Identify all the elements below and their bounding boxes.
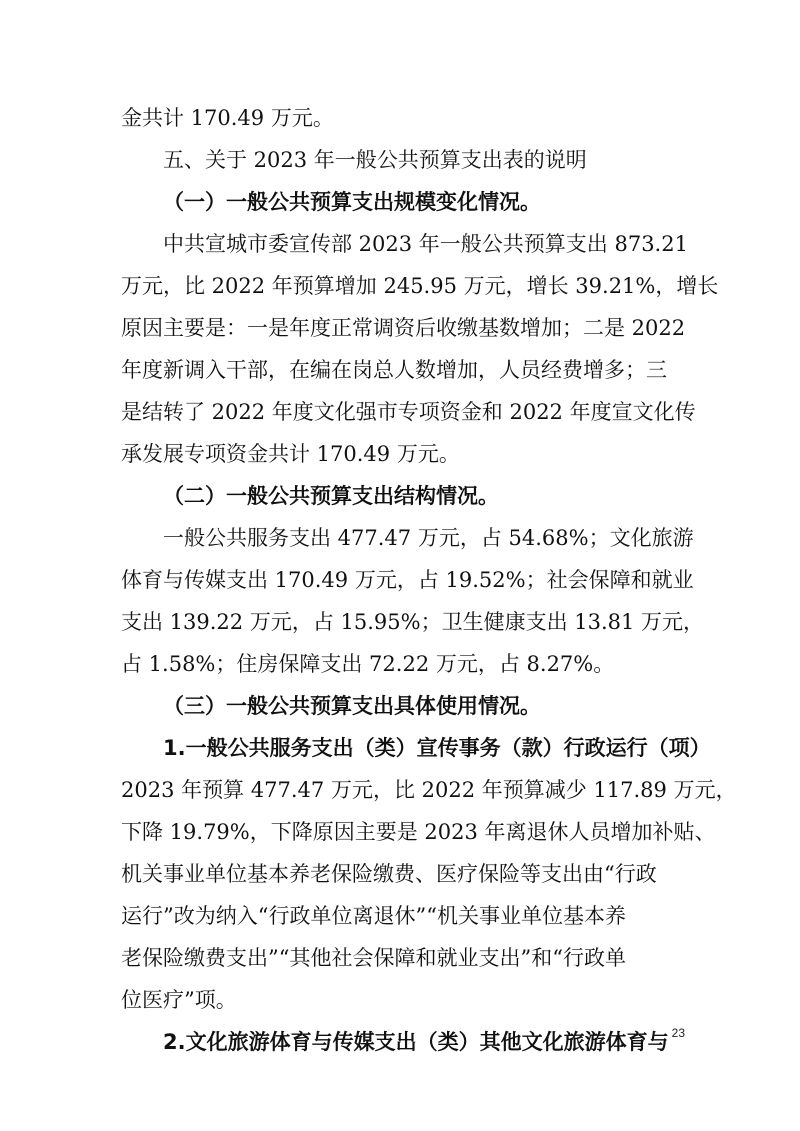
body-text-line: 体育与传媒支出 170.49 万元，占 19.52%；社会保障和就业 <box>121 568 694 592</box>
body-text-line: 承发展专项资金共计 170.49 万元。 <box>121 442 460 466</box>
body-text-line: 中共宣城市委宣传部 2023 年一般公共预算支出 873.21 <box>163 232 688 256</box>
subsection-heading: （二）一般公共预算支出结构情况。 <box>163 484 499 508</box>
body-text-line: 支出 139.22 万元，占 15.95%；卫生健康支出 13.81 万元， <box>121 610 705 634</box>
subsection-heading: （一）一般公共预算支出规模变化情况。 <box>163 190 541 214</box>
item-heading: 2.文化旅游体育与传媒支出（类）其他文化旅游体育与 <box>163 1030 669 1054</box>
body-text-line: 原因主要是：一是年度正常调资后收缴基数增加；二是 2022 <box>121 316 686 340</box>
body-text-line: 年度新调入干部，在编在岗总人数增加，人员经费增多；三 <box>121 358 667 382</box>
body-text-line: 2023 年预算 477.47 万元，比 2022 年预算减少 117.89 万元， <box>121 778 737 802</box>
item-heading: 1.一般公共服务支出（类）宣传事务（款）行政运行（项） <box>163 736 711 760</box>
body-text-line: 万元，比 2022 年预算增加 245.95 万元，增长 39.21%，增长 <box>121 274 719 298</box>
body-text-line: 金共计 170.49 万元。 <box>121 106 334 130</box>
body-text-line: 占 1.58%；住房保障支出 72.22 万元，占 8.27%。 <box>121 652 615 676</box>
body-text-line: 位医疗”项。 <box>121 988 237 1012</box>
body-text-line: 机关事业单位基本养老保险缴费、医疗保险等支出由“行政 <box>121 862 657 886</box>
body-text-line: 一般公共服务支出 477.47 万元，占 54.68%；文化旅游 <box>163 526 694 550</box>
body-text-line: 运行”改为纳入“行政单位离退休”“机关事业单位基本养 <box>121 904 626 928</box>
section-heading: 五、关于 2023 年一般公共预算支出表的说明 <box>163 148 587 172</box>
body-text-line: 老保险缴费支出”“其他社会保障和就业支出”和“行政单 <box>121 946 626 970</box>
body-text-line: 是结转了 2022 年度文化强市专项资金和 2022 年度宣文化传 <box>121 400 696 424</box>
subsection-heading: （三）一般公共预算支出具体使用情况。 <box>163 694 541 718</box>
body-text-line: 下降 19.79%，下降原因主要是 2023 年离退休人员增加补贴、 <box>121 820 716 844</box>
page-number: 23 <box>671 1026 685 1040</box>
